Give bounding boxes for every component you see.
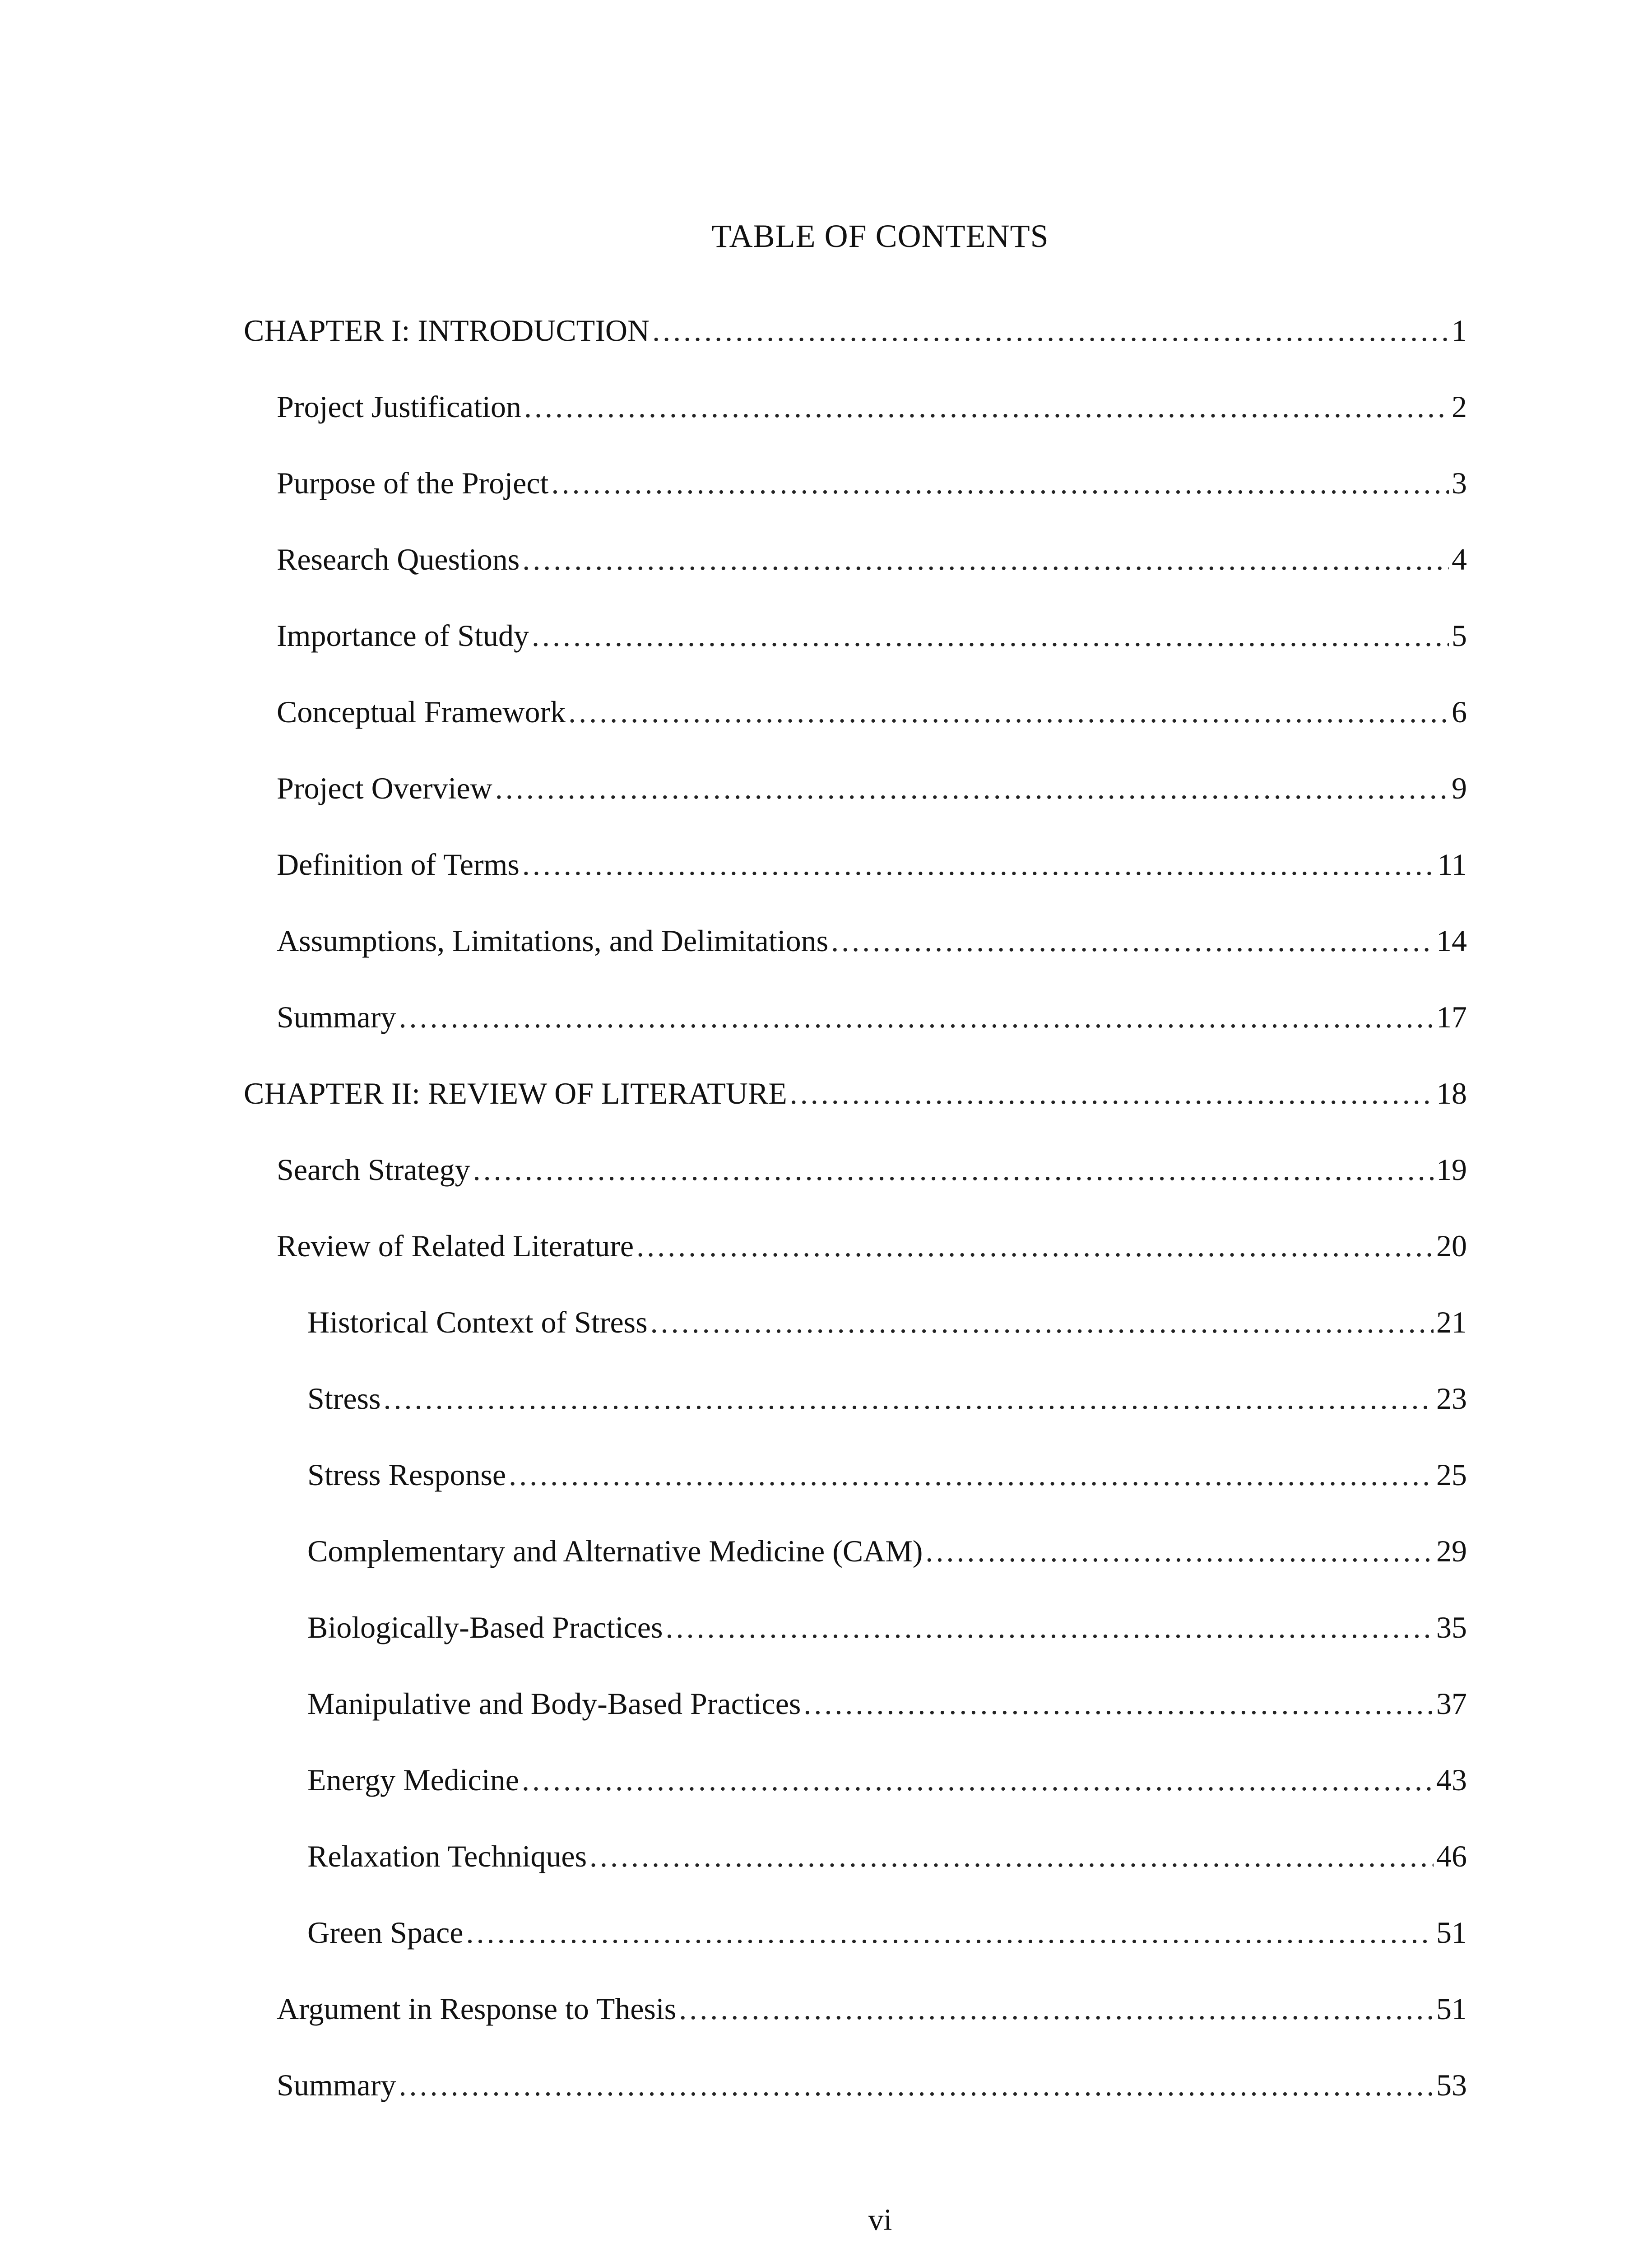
toc-entry-label: CHAPTER I: INTRODUCTION	[244, 313, 650, 348]
toc-entry-page: 1	[1452, 313, 1467, 348]
toc-entry-page: 20	[1436, 1229, 1467, 1263]
toc-entry-page: 3	[1452, 466, 1467, 500]
dot-leader	[473, 1132, 1434, 1208]
toc-entry-label: Green Space	[307, 1915, 464, 1950]
toc-entry-label: Complementary and Alternative Medicine (CAM)	[307, 1534, 923, 1568]
dot-leader	[532, 598, 1449, 674]
toc-entry-page: 23	[1436, 1381, 1467, 1416]
toc-entry-page: 37	[1436, 1686, 1467, 1721]
dot-leader	[790, 1055, 1434, 1132]
toc-entry-page: 25	[1436, 1458, 1467, 1492]
toc-entry	[244, 1589, 1467, 1666]
dot-leader	[509, 1437, 1434, 1513]
dot-leader	[679, 1971, 1434, 2047]
toc-entry-label: Definition of Terms	[277, 847, 520, 882]
toc-entry	[244, 979, 1467, 1055]
toc-entry-label: Relaxation Techniques	[307, 1839, 587, 1873]
toc-entry-label: Review of Related Literature	[277, 1229, 634, 1263]
toc-entry-page: 18	[1436, 1076, 1467, 1110]
toc-entry	[244, 445, 1467, 521]
toc-entry	[244, 2047, 1467, 2123]
toc-entry-label: Biologically-Based Practices	[307, 1610, 663, 1644]
dot-leader	[399, 979, 1434, 1055]
toc-entry-label: Research Questions	[277, 542, 520, 576]
toc-entry	[244, 903, 1467, 979]
toc-entry	[244, 1208, 1467, 1284]
dot-leader	[522, 1742, 1434, 1818]
toc-entry-label: Summary	[277, 2068, 396, 2102]
dot-leader	[524, 369, 1449, 445]
dot-leader	[831, 903, 1434, 979]
dot-leader	[925, 1513, 1434, 1589]
toc-entry-page: 19	[1436, 1152, 1467, 1187]
toc-entry-page: 53	[1436, 2068, 1467, 2102]
toc-entry	[244, 1742, 1467, 1818]
toc-entry-label: CHAPTER II: REVIEW OF LITERATURE	[244, 1076, 787, 1110]
toc-entry-label: Stress	[307, 1381, 381, 1416]
dot-leader	[636, 1208, 1434, 1284]
toc-entry	[244, 1132, 1467, 1208]
toc-entry-label: Search Strategy	[277, 1152, 470, 1187]
toc-entry	[244, 1437, 1467, 1513]
toc-entry-page: 46	[1436, 1839, 1467, 1873]
toc-entry	[244, 598, 1467, 674]
toc-entry-label: Assumptions, Limitations, and Delimitations	[277, 924, 829, 958]
dot-leader	[650, 1284, 1434, 1361]
toc-entry-page: 5	[1452, 618, 1467, 653]
toc-entry	[244, 1818, 1467, 1895]
toc-entry-page: 2	[1452, 390, 1467, 424]
dot-leader	[665, 1589, 1434, 1666]
toc-entry-label: Summary	[277, 1000, 396, 1034]
toc-entry-label: Manipulative and Body-Based Practices	[307, 1686, 801, 1721]
toc-entry	[244, 1361, 1467, 1437]
dot-leader	[399, 2047, 1434, 2123]
dot-leader	[652, 293, 1449, 369]
toc-entry-page: 6	[1452, 695, 1467, 729]
toc-entry	[244, 750, 1467, 827]
toc-entry	[244, 1284, 1467, 1361]
dot-leader	[522, 521, 1449, 598]
toc-chapter-entry	[244, 1055, 1467, 1132]
toc-entry-page: 51	[1436, 1915, 1467, 1950]
table-of-contents	[244, 293, 1467, 2123]
toc-entry-page: 21	[1436, 1305, 1467, 1339]
toc-chapter-entry	[244, 293, 1467, 369]
toc-entry-page: 29	[1436, 1534, 1467, 1568]
toc-entry-label: Importance of Study	[277, 618, 529, 653]
toc-entry-page: 35	[1436, 1610, 1467, 1644]
page-number: vi	[868, 2202, 892, 2237]
toc-entry	[244, 674, 1467, 750]
page-title: TABLE OF CONTENTS	[711, 218, 1049, 254]
toc-entry-page: 43	[1436, 1763, 1467, 1797]
toc-entry-label: Conceptual Framework	[277, 695, 566, 729]
toc-entry-label: Project Overview	[277, 771, 492, 805]
toc-entry-label: Energy Medicine	[307, 1763, 519, 1797]
dot-leader	[589, 1818, 1434, 1895]
toc-entry	[244, 1971, 1467, 2047]
dot-leader	[466, 1895, 1434, 1971]
toc-entry	[244, 369, 1467, 445]
toc-entry	[244, 827, 1467, 903]
dot-leader	[522, 827, 1435, 903]
toc-entry-page: 9	[1452, 771, 1467, 805]
toc-entry	[244, 1513, 1467, 1589]
toc-entry-page: 4	[1452, 542, 1467, 576]
toc-entry-label: Argument in Response to Thesis	[277, 1992, 677, 2026]
toc-entry-page: 14	[1436, 924, 1467, 958]
dot-leader	[383, 1361, 1434, 1437]
dot-leader	[495, 750, 1449, 827]
toc-entry-page: 11	[1437, 847, 1467, 882]
dot-leader	[803, 1666, 1434, 1742]
dot-leader	[568, 674, 1449, 750]
toc-entry	[244, 521, 1467, 598]
toc-entry	[244, 1895, 1467, 1971]
toc-entry-page: 51	[1436, 1992, 1467, 2026]
toc-entry-page: 17	[1436, 1000, 1467, 1034]
dot-leader	[551, 445, 1449, 521]
toc-entry-label: Project Justification	[277, 390, 522, 424]
toc-entry-label: Purpose of the Project	[277, 466, 549, 500]
toc-entry-label: Stress Response	[307, 1458, 506, 1492]
toc-entry-label: Historical Context of Stress	[307, 1305, 648, 1339]
toc-entry	[244, 1666, 1467, 1742]
